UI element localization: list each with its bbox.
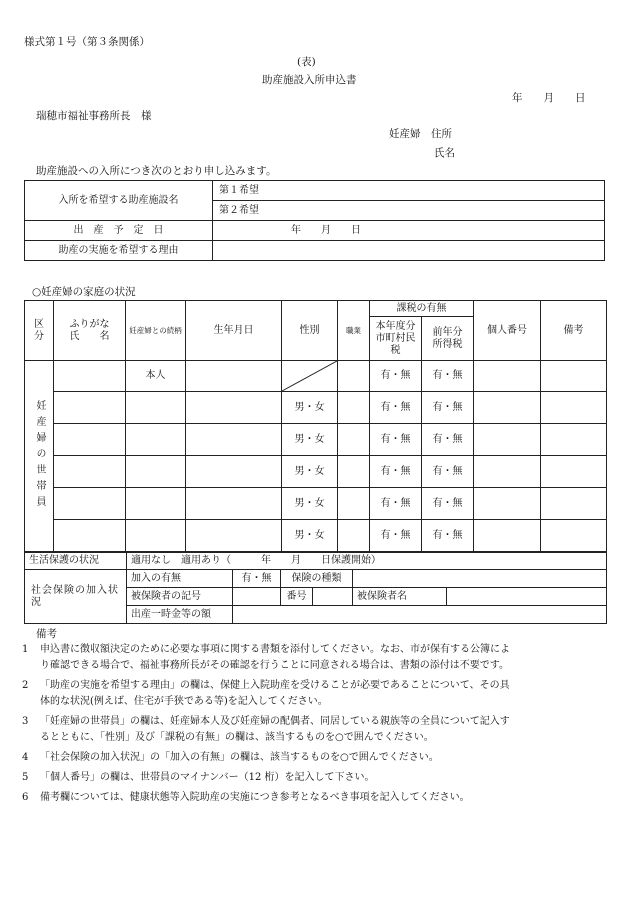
note-number: 1 bbox=[22, 644, 29, 655]
cell-sex[interactable]: 男・女 bbox=[282, 424, 338, 456]
form-number: 様式第１号（第３条関係） bbox=[24, 36, 150, 48]
cell-name[interactable] bbox=[54, 392, 126, 424]
cell-tax-local[interactable]: 有・無 bbox=[370, 488, 422, 520]
cell-mynumber[interactable] bbox=[474, 488, 541, 520]
note-text: 体的な状況(例えば、住宅が手狭である等)を記入してください。 bbox=[40, 696, 328, 707]
header-kubun bbox=[25, 301, 54, 361]
cell-sex[interactable]: 男・女 bbox=[282, 488, 338, 520]
cell-birth[interactable] bbox=[186, 520, 282, 552]
table-row bbox=[25, 424, 607, 456]
cell-tax-income[interactable]: 有・無 bbox=[422, 488, 474, 520]
household-section-title: ○妊産婦の家庭の状況 bbox=[32, 286, 136, 298]
cell-sex[interactable]: 男・女 bbox=[282, 520, 338, 552]
header-furigana: ふりがな bbox=[69, 318, 110, 330]
cell-relation[interactable] bbox=[126, 488, 186, 520]
reason-value[interactable] bbox=[213, 241, 605, 261]
cell-remarks[interactable] bbox=[541, 424, 607, 456]
cell-mynumber[interactable] bbox=[474, 456, 541, 488]
cell-mynumber[interactable] bbox=[474, 361, 541, 392]
cell-relation[interactable] bbox=[126, 392, 186, 424]
note-line bbox=[22, 770, 618, 786]
cell-remarks[interactable] bbox=[541, 456, 607, 488]
note-line bbox=[22, 678, 618, 694]
insurance-label: 社会保険の加入状況 bbox=[25, 570, 127, 624]
cell-remarks[interactable] bbox=[541, 520, 607, 552]
note-number: 5 bbox=[22, 772, 29, 783]
cell-tax-income[interactable]: 有・無 bbox=[422, 456, 474, 488]
note-text: 申込書に徴収額決定のために必要な事項に関する書類を添付してください。なお、市が保有する公簿によ bbox=[40, 644, 510, 655]
header-kubun-text: 区 分 bbox=[34, 318, 44, 342]
due-date-label: 出 産 予 定 日 bbox=[25, 221, 213, 241]
cell-job[interactable] bbox=[338, 361, 370, 392]
cell-birth[interactable] bbox=[186, 361, 282, 392]
header-name bbox=[54, 301, 126, 361]
header-tax-local: 本年度分市町村民税 bbox=[370, 317, 422, 361]
cell-job[interactable] bbox=[338, 488, 370, 520]
applicant-address-label: 妊産婦 住所 bbox=[389, 128, 452, 140]
cell-tax-local[interactable]: 有・無 bbox=[370, 392, 422, 424]
header-relation: 妊産婦との続柄 bbox=[126, 301, 186, 361]
cell-remarks[interactable] bbox=[541, 361, 607, 392]
header-tax: 課税の有無 bbox=[370, 301, 474, 317]
addressee: 瑞穂市福祉事務所長 様 bbox=[36, 110, 152, 122]
insurance-type-value[interactable] bbox=[353, 570, 607, 588]
due-date-value[interactable]: 年 月 日 bbox=[213, 221, 605, 241]
application-date: 年 月 日 bbox=[512, 92, 586, 104]
welfare-label: 生活保護の状況 bbox=[25, 553, 127, 570]
cell-tax-local[interactable]: 有・無 bbox=[370, 424, 422, 456]
cell-name[interactable] bbox=[54, 488, 126, 520]
note-line bbox=[22, 750, 618, 766]
cell-name[interactable] bbox=[54, 361, 126, 392]
intro-text: 助産施設への入所につき次のとおり申し込みます。 bbox=[36, 165, 277, 177]
notes-list bbox=[22, 642, 618, 806]
cell-job[interactable] bbox=[338, 520, 370, 552]
cell-sex-diagonal bbox=[282, 361, 338, 392]
header-name-text: 氏 名 bbox=[69, 330, 110, 342]
insurance-lump-label: 出産一時金等の額 bbox=[127, 606, 233, 624]
cell-tax-income[interactable]: 有・無 bbox=[422, 520, 474, 552]
cell-job[interactable] bbox=[338, 456, 370, 488]
note-text: 「個人番号」の欄は、世帯員のマイナンバー（12 桁）を記入して下さい。 bbox=[40, 772, 375, 783]
note-line bbox=[22, 658, 618, 674]
cell-remarks[interactable] bbox=[541, 488, 607, 520]
side-label: (表) bbox=[297, 56, 316, 68]
cell-tax-local[interactable]: 有・無 bbox=[370, 520, 422, 552]
header-job: 職業 bbox=[338, 301, 370, 361]
insurance-lump-value[interactable] bbox=[233, 606, 607, 624]
reason-label: 助産の実施を希望する理由 bbox=[25, 241, 213, 261]
header-tax-income: 前年分所得税 bbox=[422, 317, 474, 361]
facility-label: 入所を希望する助産施設名 bbox=[25, 181, 213, 221]
cell-tax-local[interactable]: 有・無 bbox=[370, 361, 422, 392]
table-row bbox=[25, 456, 607, 488]
group-label-cell bbox=[25, 361, 54, 552]
note-text: り確認できる場合で、福祉事務所長がその確認を行うことに同意される場合は、書類の添付は不要です。 bbox=[40, 660, 509, 671]
header-remarks: 備考 bbox=[541, 301, 607, 361]
note-line bbox=[22, 714, 618, 730]
cell-sex[interactable]: 男・女 bbox=[282, 456, 338, 488]
cell-sex[interactable]: 男・女 bbox=[282, 392, 338, 424]
table-row bbox=[25, 392, 607, 424]
table-row bbox=[25, 520, 607, 552]
table-row bbox=[25, 488, 607, 520]
note-text: 「助産の実施を希望する理由」の欄は、保健上入院助産を受けることが必要であることについて、その具 bbox=[40, 680, 510, 691]
cell-tax-income[interactable]: 有・無 bbox=[422, 392, 474, 424]
insurance-type-label: 保険の種類 bbox=[281, 570, 353, 588]
header-mynumber: 個人番号 bbox=[474, 301, 541, 361]
diagonal-line bbox=[282, 361, 337, 391]
cell-name[interactable] bbox=[54, 424, 126, 456]
cell-birth[interactable] bbox=[186, 424, 282, 456]
cell-tax-local[interactable]: 有・無 bbox=[370, 456, 422, 488]
header-sex: 性別 bbox=[282, 301, 338, 361]
household-table bbox=[24, 300, 607, 552]
note-number: 6 bbox=[22, 792, 29, 803]
note-number: 4 bbox=[22, 752, 29, 763]
insurance-holder-value[interactable] bbox=[447, 588, 607, 606]
note-line bbox=[22, 642, 618, 658]
cell-job[interactable] bbox=[338, 424, 370, 456]
cell-mynumber[interactable] bbox=[474, 424, 541, 456]
note-text: 備考欄については、健康状態等入院助産の実施につき参考となるべき事項を記入してください。 bbox=[40, 792, 470, 803]
insurance-number-value[interactable] bbox=[313, 588, 353, 606]
cell-relation[interactable] bbox=[126, 424, 186, 456]
note-text: 「社会保険の加入状況」の「加入の有無」の欄は、該当するものを○で囲んでください。 bbox=[40, 752, 439, 763]
cell-birth[interactable] bbox=[186, 392, 282, 424]
cell-tax-income[interactable]: 有・無 bbox=[422, 424, 474, 456]
insurance-joined-option[interactable]: 有・無 bbox=[233, 570, 281, 588]
insurance-holder-label: 被保険者名 bbox=[353, 588, 447, 606]
cell-tax-income[interactable]: 有・無 bbox=[422, 361, 474, 392]
note-line bbox=[22, 730, 618, 746]
facility-choice1[interactable]: 第１希望 bbox=[213, 181, 605, 201]
header-birth: 生年月日 bbox=[186, 301, 282, 361]
cell-name[interactable] bbox=[54, 520, 126, 552]
group-label: 妊産婦の世帯員 bbox=[34, 400, 45, 512]
welfare-value[interactable]: 適用なし 適用あり（ 年 月 日保護開始） bbox=[127, 553, 607, 570]
cell-mynumber[interactable] bbox=[474, 392, 541, 424]
cell-mynumber[interactable] bbox=[474, 520, 541, 552]
note-line bbox=[22, 694, 618, 710]
applicant-name-label: 氏名 bbox=[434, 147, 455, 159]
insurance-joined-label: 加入の有無 bbox=[127, 570, 233, 588]
facility-choice2[interactable]: 第２希望 bbox=[213, 201, 605, 221]
note-number: 2 bbox=[22, 680, 29, 691]
cell-job[interactable] bbox=[338, 392, 370, 424]
cell-birth[interactable] bbox=[186, 488, 282, 520]
cell-name[interactable] bbox=[54, 456, 126, 488]
cell-relation: 本人 bbox=[126, 361, 186, 392]
cell-relation[interactable] bbox=[126, 520, 186, 552]
note-text: 「妊産婦の世帯員」の欄は、妊産婦本人及び妊産婦の配偶者、同居している親族等の全員について記入す bbox=[40, 716, 510, 727]
note-number: 3 bbox=[22, 716, 29, 727]
table-row bbox=[25, 361, 607, 392]
notes-title: 備考 bbox=[36, 628, 57, 640]
welfare-insurance-table bbox=[24, 552, 607, 624]
facility-table bbox=[24, 180, 605, 261]
insurance-number-label: 番号 bbox=[281, 588, 313, 606]
note-line bbox=[22, 790, 618, 806]
insurance-symbol-value[interactable] bbox=[233, 588, 281, 606]
form-title: 助産施設入所申込書 bbox=[262, 74, 357, 86]
insurance-symbol-label: 被保険者の記号 bbox=[127, 588, 233, 606]
cell-remarks[interactable] bbox=[541, 392, 607, 424]
cell-relation[interactable] bbox=[126, 456, 186, 488]
note-text: るとともに、「性別」及び「課税の有無」の欄は、該当するものを○で囲んでください。 bbox=[40, 732, 434, 743]
cell-birth[interactable] bbox=[186, 456, 282, 488]
